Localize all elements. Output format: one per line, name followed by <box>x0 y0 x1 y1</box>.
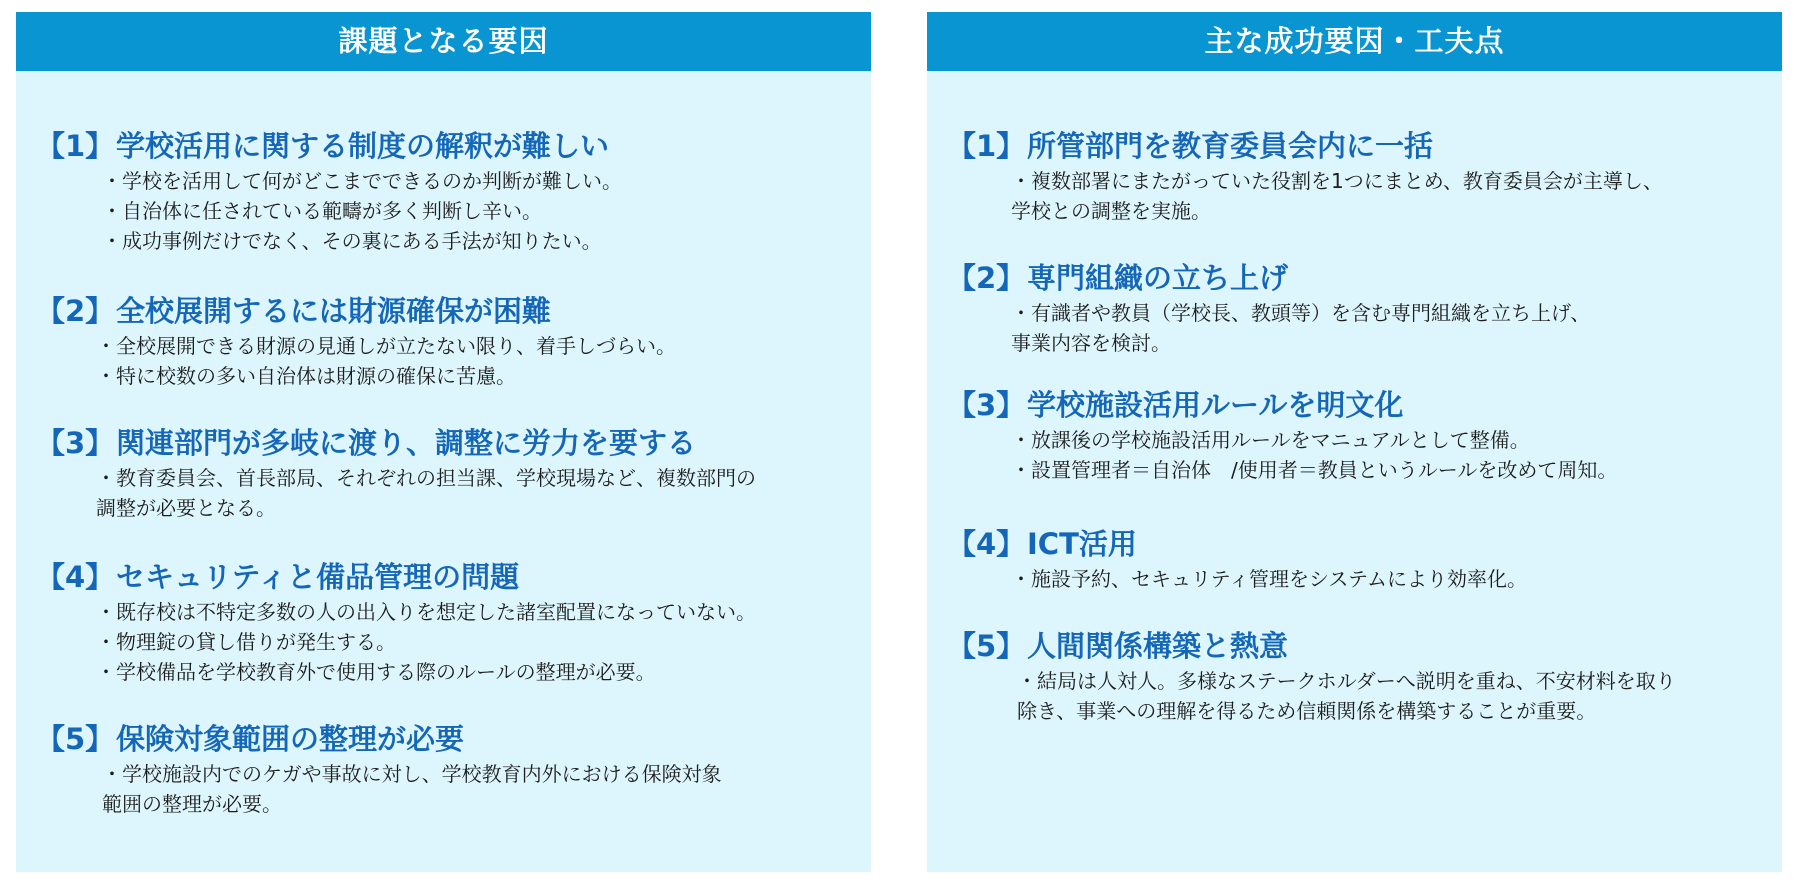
item-bullets <box>16 463 871 523</box>
item-number: 【2】 <box>947 261 1026 295</box>
item-number: 【5】 <box>36 722 115 756</box>
item-heading <box>927 385 1782 425</box>
left-panel <box>16 12 871 872</box>
bullet-point: ・施設予約、セキュリティ管理をシステムにより効率化。 <box>1011 567 1527 591</box>
bullet-point: ・設置管理者＝自治体 /使用者＝教員というルールを改めて周知。 <box>1011 458 1618 482</box>
item-number: 【5】 <box>947 629 1026 663</box>
bullet-point: ・特に校数の多い自治体は財源の確保に苦慮。 <box>96 364 516 388</box>
item-bullets <box>927 425 1782 485</box>
item-bullets <box>16 759 871 819</box>
bullet-point: ・有識者や教員（学校長、教頭等）を含む専門組織を立ち上げ、 事業内容を検討。 <box>1011 301 1591 355</box>
item-bullets <box>927 564 1782 594</box>
item-bullets <box>16 331 871 391</box>
item-number: 【4】 <box>36 560 115 594</box>
item-title: 関連部門が多岐に渡り、調整に労力を要する <box>116 426 697 460</box>
item-title: 専門組織の立ち上げ <box>1027 261 1289 295</box>
item-title: 人間関係構築と熱意 <box>1027 629 1289 663</box>
bullet-point: ・複数部署にまたがっていた役割を1つにまとめ、教育委員会が主導し、 学校との調整を実施。 <box>1011 169 1663 223</box>
item-number: 【2】 <box>36 294 115 328</box>
bullet-point: ・自治体に任されている範疇が多く判断し辛い。 <box>102 199 542 223</box>
right-item-1 <box>927 126 1782 226</box>
bullet-point: ・学校備品を学校教育外で使用する際のルールの整理が必要。 <box>96 660 656 684</box>
bullet-point: ・教育委員会、首長部局、それぞれの担当課、学校現場など、複数部門の 調整が必要となる。 <box>96 466 756 520</box>
item-heading <box>927 126 1782 166</box>
item-heading <box>16 557 871 597</box>
item-heading <box>16 126 871 166</box>
item-title: ICT活用 <box>1027 527 1137 561</box>
right-item-3 <box>927 385 1782 485</box>
item-number: 【3】 <box>947 388 1026 422</box>
item-number: 【1】 <box>947 129 1026 163</box>
left-panel-header: 課題となる要因 <box>16 12 871 71</box>
bullet-point: ・放課後の学校施設活用ルールをマニュアルとして整備。 <box>1011 428 1530 452</box>
item-heading <box>16 291 871 331</box>
item-heading <box>16 423 871 463</box>
item-title: 学校活用に関する制度の解釈が難しい <box>116 129 610 163</box>
bullet-point: ・成功事例だけでなく、その裏にある手法が知りたい。 <box>102 229 602 253</box>
item-title: 全校展開するには財源確保が困難 <box>116 294 552 328</box>
item-title: 保険対象範囲の整理が必要 <box>116 722 465 756</box>
right-item-5 <box>927 626 1782 726</box>
right-item-2 <box>927 258 1782 358</box>
item-heading <box>927 524 1782 564</box>
item-bullets <box>927 666 1782 726</box>
bullet-point: ・既存校は不特定多数の人の出入りを想定した諸室配置になっていない。 <box>96 600 756 624</box>
item-title: 所管部門を教育委員会内に一括 <box>1027 129 1434 163</box>
right-panel <box>927 12 1782 872</box>
left-item-3 <box>16 423 871 523</box>
item-heading <box>927 258 1782 298</box>
item-number: 【1】 <box>36 129 115 163</box>
item-heading <box>16 719 871 759</box>
left-item-4 <box>16 557 871 687</box>
left-item-5 <box>16 719 871 819</box>
item-heading <box>927 626 1782 666</box>
item-bullets <box>16 597 871 687</box>
item-bullets <box>927 166 1782 226</box>
bullet-point: ・学校施設内でのケガや事故に対し、学校教育内外における保険対象 範囲の整理が必要。 <box>102 762 722 816</box>
item-bullets <box>16 166 871 256</box>
right-panel-header: 主な成功要因・工夫点 <box>927 12 1782 71</box>
bullet-point: ・学校を活用して何がどこまでできるのか判断が難しい。 <box>102 169 622 193</box>
item-number: 【3】 <box>36 426 115 460</box>
left-item-1 <box>16 126 871 256</box>
item-title: セキュリティと備品管理の問題 <box>116 560 520 594</box>
bullet-point: ・結局は人対人。多様なステークホルダーへ説明を重ね、不安材料を取り 除き、事業への理解を得るため信頼関係を構築することが重要。 <box>1017 669 1676 723</box>
right-item-4 <box>927 524 1782 594</box>
bullet-point: ・全校展開できる財源の見通しが立たない限り、着手しづらい。 <box>96 334 676 358</box>
left-item-2 <box>16 291 871 391</box>
bullet-point: ・物理錠の貸し借りが発生する。 <box>96 630 396 654</box>
item-title: 学校施設活用ルールを明文化 <box>1027 388 1404 422</box>
item-bullets <box>927 298 1782 358</box>
item-number: 【4】 <box>947 527 1026 561</box>
